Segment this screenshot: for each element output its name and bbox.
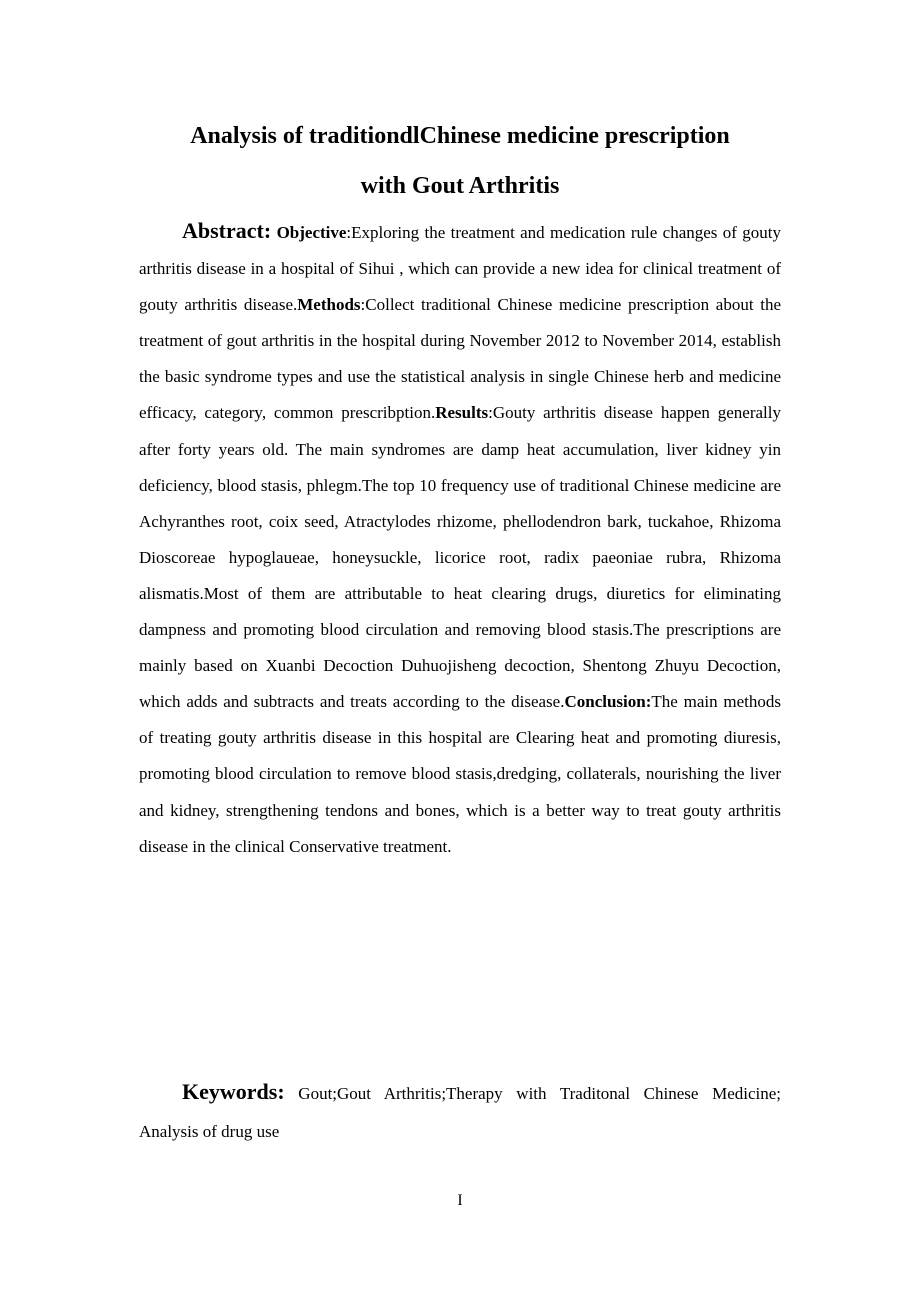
objective-text: :Exploring the treatment and medication rule changes of gouty arthritis disease in a hospital of Sihui , which can provide a new idea for clinical treatment of gouty arthritis disease. <box>139 223 781 315</box>
abstract-paragraph <box>139 213 781 865</box>
keywords-heading: Keywords: <box>182 1079 285 1104</box>
keywords-paragraph <box>139 1073 781 1151</box>
methods-text: :Collect traditional Chinese medicine prescription about the treatment of gout arthritis in the hospital during November 2012 to November 2014, establish the basic syndrome types and use the statistical analysis in single Chinese herb and medicine efficacy, category, common prescribption. <box>139 295 781 423</box>
title-line-1: Analysis of traditiondlChinese medicine prescription <box>190 123 730 149</box>
abstract-heading: Abstract: <box>182 218 272 243</box>
objective-label: Objective <box>276 223 347 242</box>
results-text: :Gouty arthritis disease happen generally after forty years old. The main syndromes are damp heat accumulation, liver kidney yin deficiency, blood stasis, phlegm.The top 10 frequency use of traditional Chinese medicine are Achyranthes root, coix seed, Atractylodes rhizome, phellodendron bark, tuckahoe, Rhizoma Dioscoreae hypoglaueae, honeysuckle, licorice root, radix paeoniae rubra, Rhizoma alismatis.Most of them are attributable to heat clearing drugs, diuretics for eliminating dampness and promoting blood circulation and removing blood stasis.The prescriptions are mainly based on Xuanbi Decoction Duhuojisheng decoction, Shentong Zhuyu Decoction, which adds and subtracts and treats according to the disease. <box>139 403 781 712</box>
results-label: Results <box>435 403 489 423</box>
methods-label: Methods <box>297 295 361 315</box>
keywords-text: Gout;Gout Arthritis;Therapy with Traditonal Chinese Medicine; Analysis of drug use <box>139 1084 782 1141</box>
conclusion-label: Conclusion: <box>564 692 652 712</box>
title-line-2: with Gout Arthritis <box>360 173 560 199</box>
page-number: I <box>457 1192 463 1209</box>
conclusion-text: The main methods of treating gouty arthritis disease in this hospital are Clearing heat and promoting diuresis, promoting blood circulation to remove blood stasis,dredging, collaterals, nourishing the liver and kidney, strengthening tendons and bones, which is a better way to treat gouty arthritis disease in the clinical Conservative treatment. <box>139 692 781 856</box>
